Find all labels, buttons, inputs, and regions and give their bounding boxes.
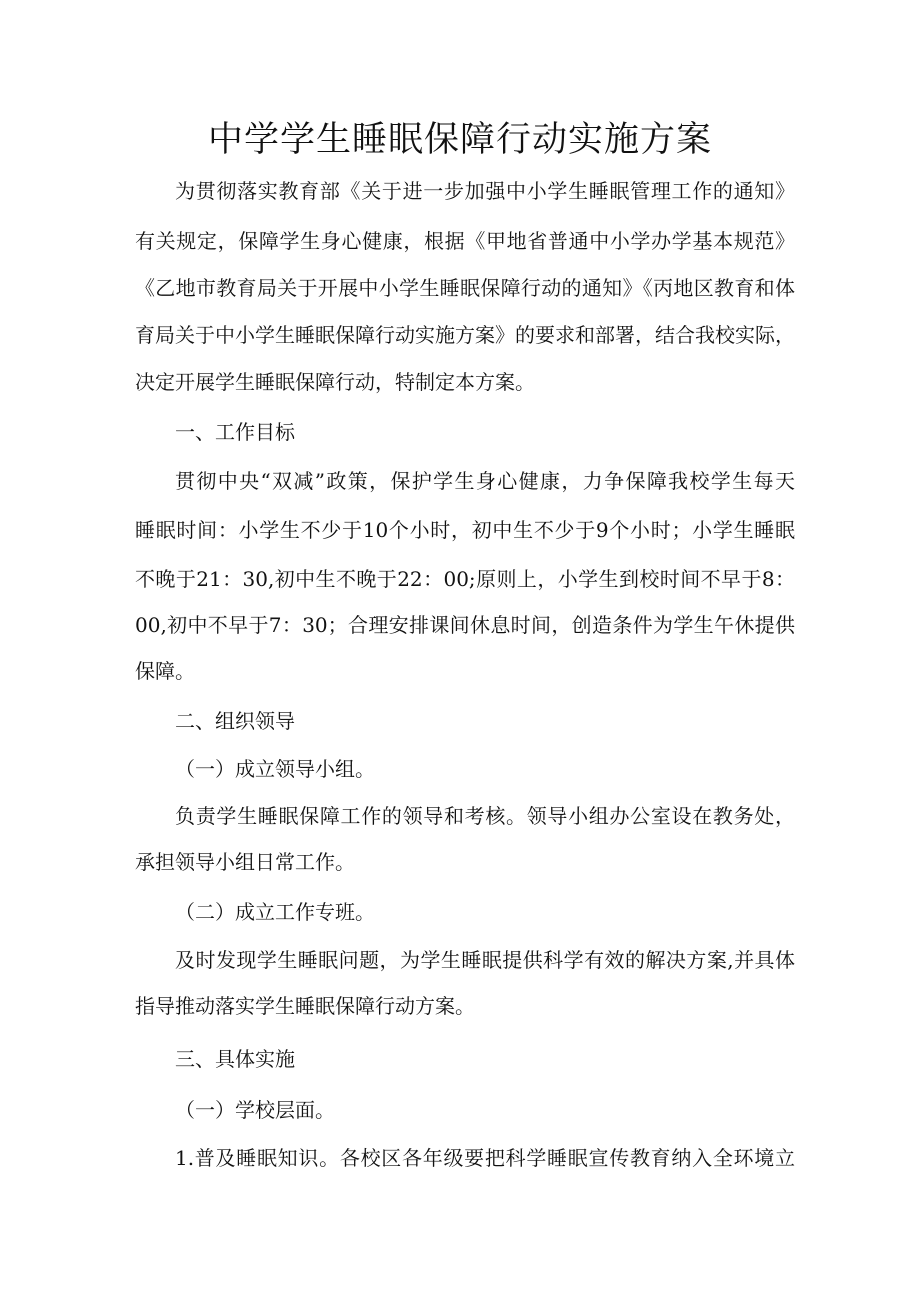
goals-line: 保障。 bbox=[135, 659, 195, 683]
page-title: 中学学生睡眠保障行动实施方案 bbox=[207, 120, 712, 160]
section-heading-leadership: 二、组织领导 bbox=[175, 709, 295, 733]
subheading-task-force: （二）成立工作专班。 bbox=[175, 900, 375, 924]
task-force-line: 及时发现学生睡眠问题，为学生睡眠提供科学有效的解决方案,并具体 bbox=[175, 948, 795, 972]
goals-line: 贯彻中央“双减”政策，保护学生身心健康，力争保障我校学生每天 bbox=[175, 469, 795, 493]
section-heading-goals: 一、工作目标 bbox=[175, 420, 295, 444]
intro-line: 有关规定，保障学生身心健康，根据《甲地省普通中小学办学基本规范》 bbox=[135, 229, 795, 253]
intro-line: 决定开展学生睡眠保障行动，特制定本方案。 bbox=[135, 370, 535, 394]
subheading-leading-group: （一）成立领导小组。 bbox=[175, 757, 375, 781]
intro-line: 为贯彻落实教育部《关于进一步加强中小学生睡眠管理工作的通知》 bbox=[175, 179, 795, 203]
intro-line: 育局关于中小学生睡眠保障行动实施方案》的要求和部署，结合我校实际， bbox=[135, 323, 795, 347]
leading-group-line: 负责学生睡眠保障工作的领导和考核。领导小组办公室设在教务处， bbox=[175, 804, 795, 828]
item-sleep-knowledge: 1.普及睡眠知识。各校区各年级要把科学睡眠宣传教育纳入全环境立 bbox=[175, 1146, 795, 1170]
goals-line: 睡眠时间：小学生不少于10个小时，初中生不少于9个小时；小学生睡眠 bbox=[135, 518, 795, 542]
goals-line: 00,初中不早于7：30；合理安排课间休息时间，创造条件为学生午休提供 bbox=[135, 613, 795, 637]
section-heading-implementation: 三、具体实施 bbox=[175, 1047, 295, 1071]
task-force-line: 指导推动落实学生睡眠保障行动方案。 bbox=[135, 994, 475, 1018]
leading-group-line: 承担领导小组日常工作。 bbox=[135, 850, 355, 874]
subheading-school-level: （一）学校层面。 bbox=[175, 1098, 335, 1122]
goals-line: 不晚于21：30,初中生不晚于22：00;原则上，小学生到校时间不早于8： bbox=[135, 567, 795, 591]
intro-line: 《乙地市教育局关于开展中小学生睡眠保障行动的通知》《丙地区教育和体 bbox=[135, 276, 795, 300]
